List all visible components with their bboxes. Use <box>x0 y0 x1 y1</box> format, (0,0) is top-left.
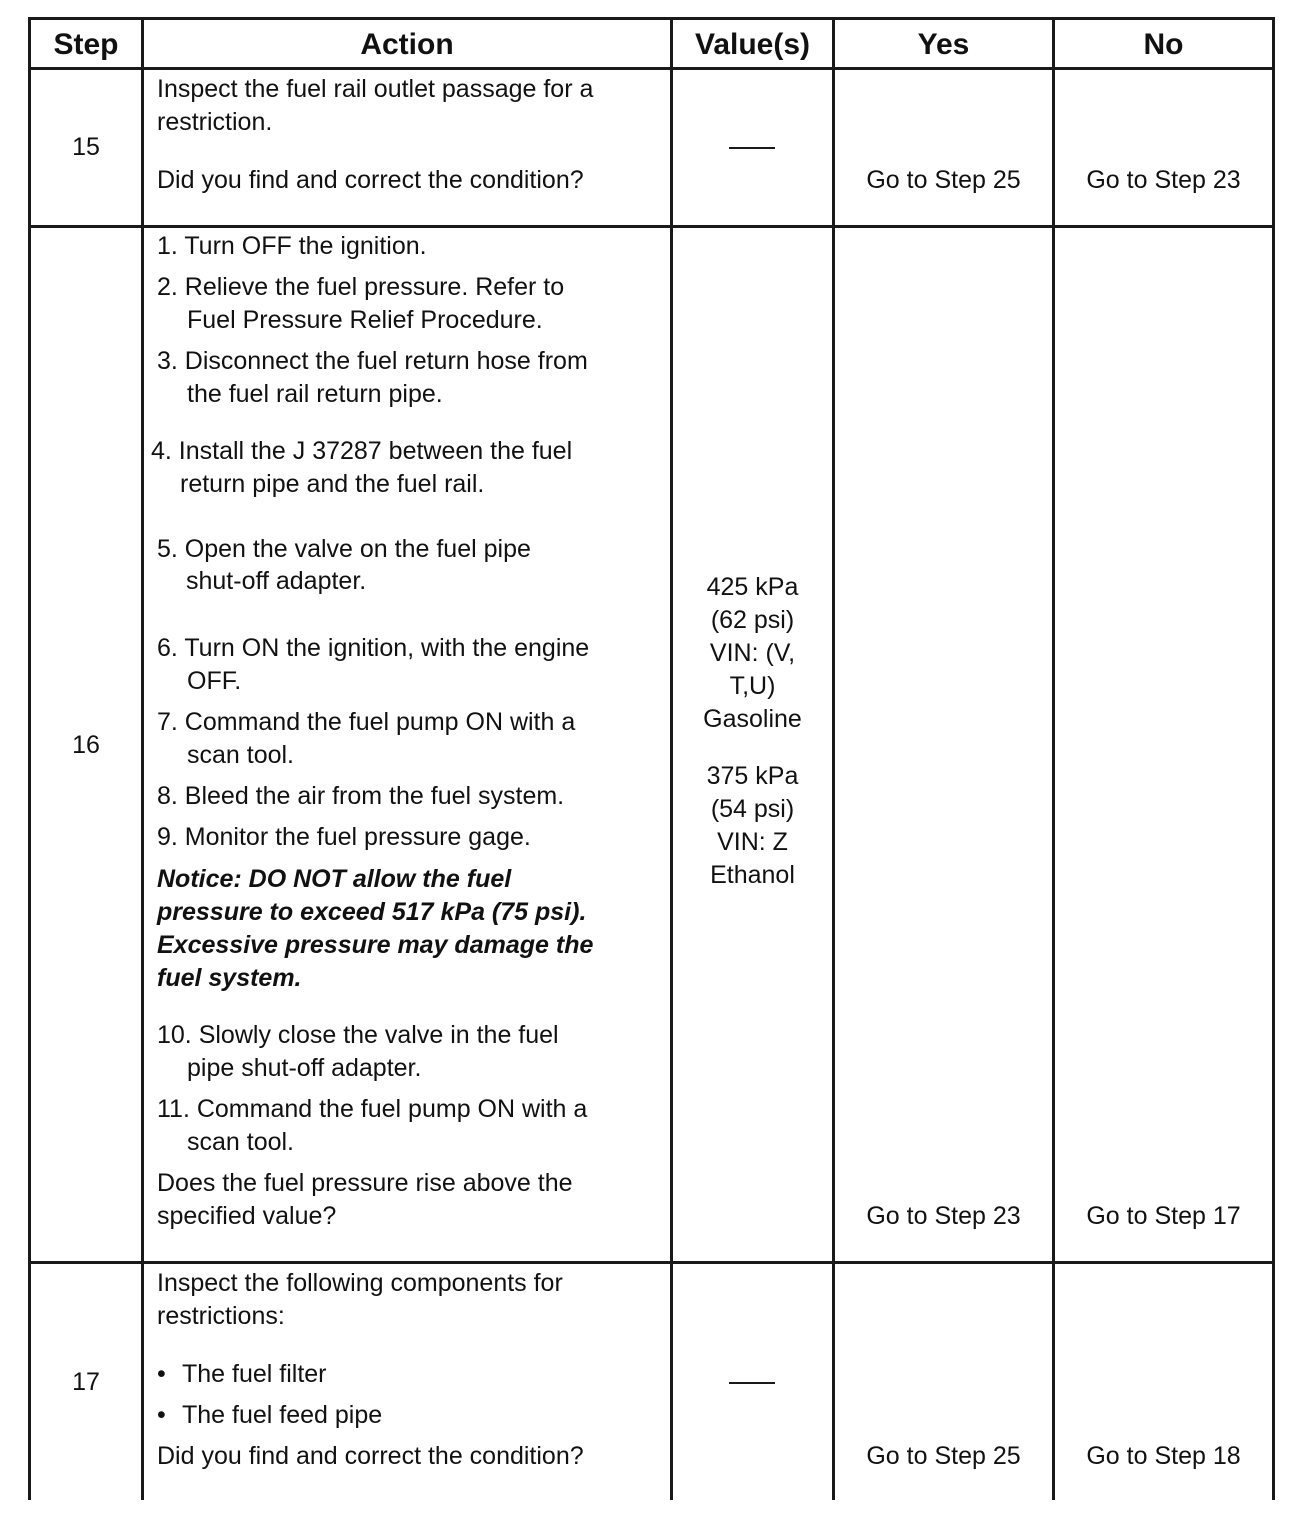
table-border-right <box>1272 17 1275 1500</box>
action-step-1: 1. Turn OFF the ignition. <box>157 232 427 260</box>
notice-text: Excessive pressure may damage the <box>157 931 594 959</box>
no-link-text: Go to Step 23 <box>1086 166 1241 194</box>
header-values: Value(s) <box>694 28 811 61</box>
step-number: 15 <box>72 133 100 161</box>
action-step-8: 8. Bleed the air from the fuel system. <box>157 782 565 810</box>
bullet-icon: • <box>157 1360 166 1388</box>
action-step-3: 3. Disconnect the fuel return hose from <box>157 347 588 375</box>
value-text: Ethanol <box>710 861 795 889</box>
action-step-3-cont: the fuel rail return pipe. <box>187 380 443 408</box>
action-step-9: 9. Monitor the fuel pressure gage. <box>157 823 531 851</box>
step-number: 16 <box>72 731 100 759</box>
yes-link-text: Go to Step 25 <box>866 1442 1021 1470</box>
value-text: (54 psi) <box>710 795 795 823</box>
action-step-4-cont: return pipe and the fuel rail. <box>180 470 485 498</box>
notice-text: fuel system. <box>157 964 302 992</box>
action-step-2-cont: Fuel Pressure Relief Procedure. <box>187 306 543 334</box>
action-question: Does the fuel pressure rise above the <box>157 1169 573 1197</box>
value-text: Gasoline <box>703 705 802 733</box>
header-step: Step <box>53 28 119 61</box>
row-divider-16-17 <box>28 1261 1275 1264</box>
action-text: Inspect the following components for <box>157 1269 563 1297</box>
action-question: Did you find and correct the condition? <box>157 166 584 194</box>
action-question: Did you find and correct the condition? <box>157 1442 584 1470</box>
bullet-item: The fuel feed pipe <box>182 1401 383 1429</box>
value-text: T,U) <box>729 672 776 700</box>
notice-text: Notice: DO NOT allow the fuel <box>157 865 512 893</box>
bullet-item: The fuel filter <box>182 1360 327 1388</box>
col-divider-action-values <box>670 17 673 1500</box>
action-step-11: 11. Command the fuel pump ON with a <box>157 1095 588 1123</box>
no-link-text: Go to Step 17 <box>1086 1202 1241 1230</box>
value-text: 425 kPa <box>706 573 799 601</box>
value-text: VIN: (V, <box>709 639 796 667</box>
header-action: Action <box>360 28 454 61</box>
action-step-4: 4. Install the J 37287 between the fuel <box>151 437 573 465</box>
value-none-dash <box>729 1382 775 1384</box>
row-divider-15-16 <box>28 225 1275 228</box>
value-none-dash <box>729 147 775 149</box>
value-text: VIN: Z <box>717 828 788 856</box>
value-text: (62 psi) <box>710 606 795 634</box>
header-yes: Yes <box>917 28 970 61</box>
action-text: Inspect the fuel rail outlet passage for a <box>157 75 594 103</box>
action-step-6-cont: OFF. <box>187 667 242 695</box>
step-number: 17 <box>72 1368 100 1396</box>
action-step-10: 10. Slowly close the valve in the fuel <box>157 1021 559 1049</box>
yes-link-text: Go to Step 23 <box>866 1202 1021 1230</box>
action-step-10-cont: pipe shut-off adapter. <box>187 1054 422 1082</box>
bullet-icon: • <box>157 1401 166 1429</box>
action-step-2: 2. Relieve the fuel pressure. Refer to <box>157 273 565 301</box>
col-divider-values-yes <box>832 17 835 1500</box>
action-step-11-cont: scan tool. <box>187 1128 295 1156</box>
col-divider-yes-no <box>1052 17 1055 1500</box>
value-text: 375 kPa <box>706 762 799 790</box>
action-step-5-cont: shut-off adapter. <box>186 567 367 595</box>
action-step-7: 7. Command the fuel pump ON with a <box>157 708 576 736</box>
col-divider-step-action <box>141 17 144 1500</box>
action-text: restriction. <box>157 108 273 136</box>
action-step-5: 5. Open the valve on the fuel pipe <box>157 535 531 563</box>
action-question-cont: specified value? <box>157 1202 337 1230</box>
action-step-6: 6. Turn ON the ignition, with the engine <box>157 634 590 662</box>
action-step-7-cont: scan tool. <box>187 741 295 769</box>
no-link-text: Go to Step 18 <box>1086 1442 1241 1470</box>
notice-text: pressure to exceed 517 kPa (75 psi). <box>157 898 587 926</box>
yes-link-text: Go to Step 25 <box>866 166 1021 194</box>
action-text: restrictions: <box>157 1302 285 1330</box>
header-no: No <box>1143 28 1184 61</box>
